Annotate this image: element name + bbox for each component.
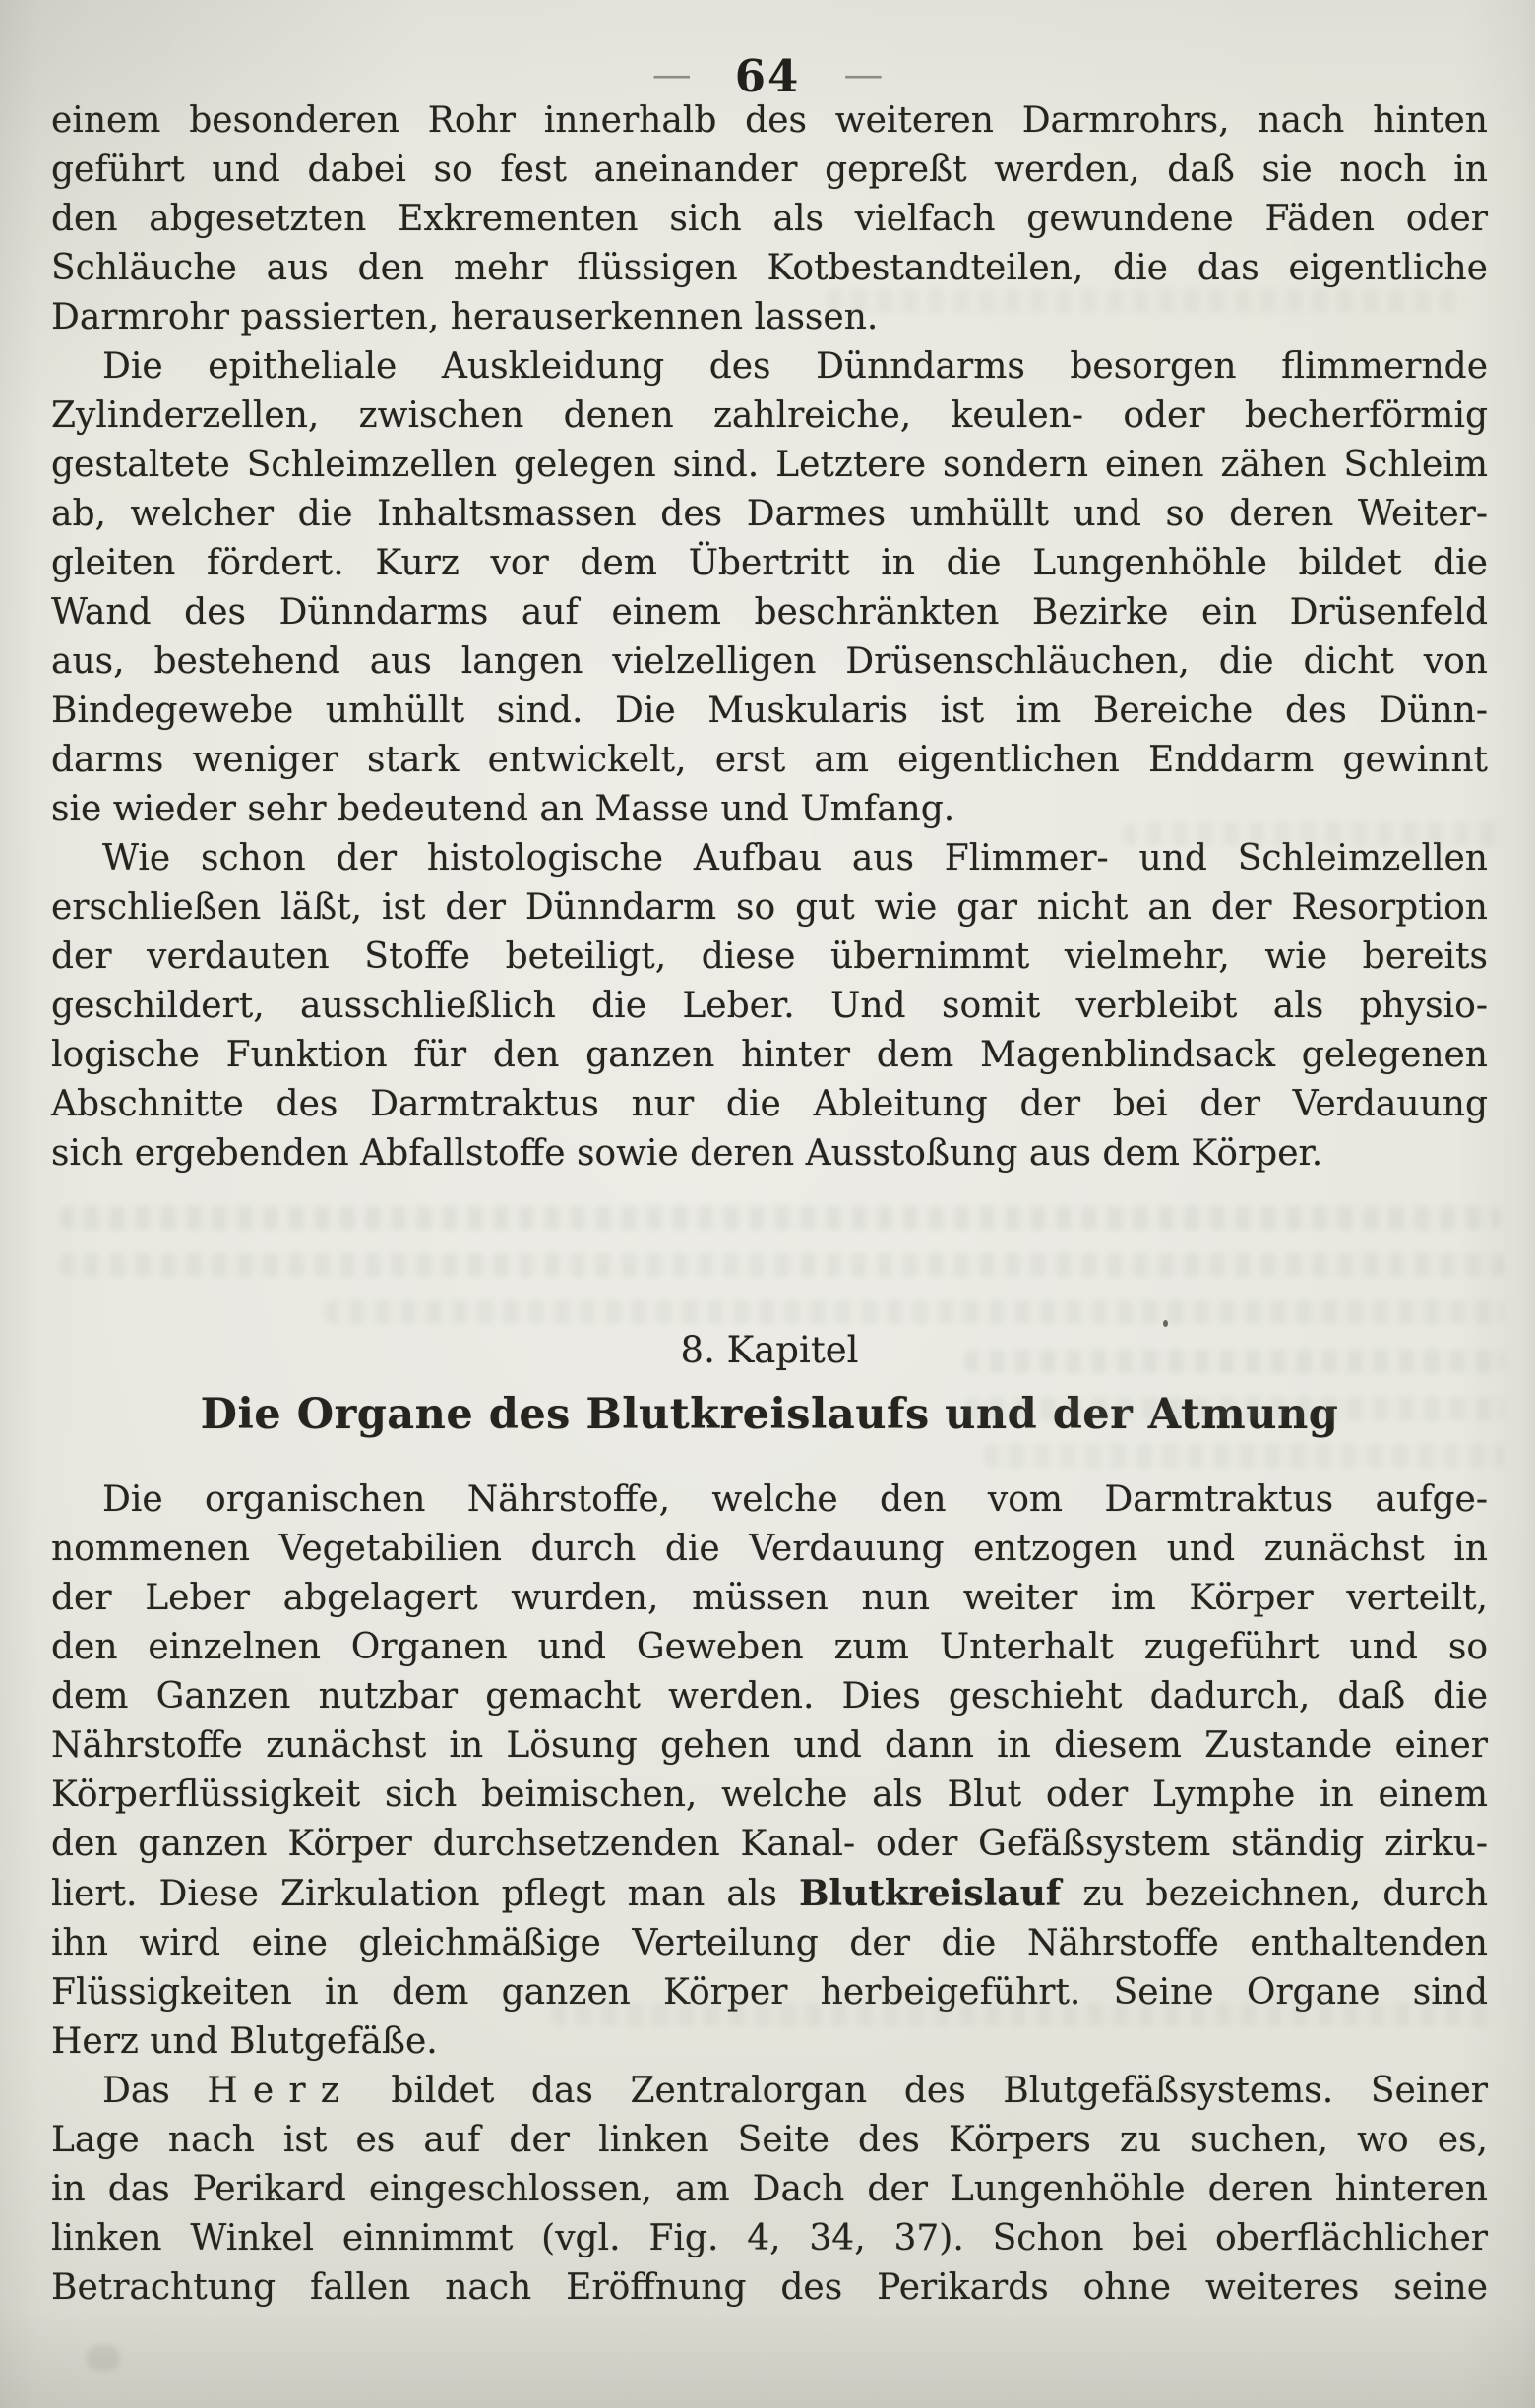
body-text-bottom xyxy=(51,1475,1488,2313)
text-line xyxy=(51,195,1488,244)
text-column xyxy=(51,96,1488,2313)
text-segment: Das xyxy=(102,2071,208,2111)
ink-bleedthrough xyxy=(964,1397,1505,1420)
ink-bleedthrough xyxy=(325,1300,1505,1324)
text-segment: aus, bestehend aus langen vielzelligen Drüsenschläuchen, die dicht von xyxy=(51,641,1488,682)
text-segment: logische Funktion für den ganzen hinter dem Magenblindsack gelegenen xyxy=(51,1035,1488,1075)
text-segment: zu bezeichnen, durch xyxy=(1061,1874,1489,1914)
text-segment: dem Ganzen nutzbar gemacht werden. Dies geschieht dadurch, daß die xyxy=(51,1676,1488,1716)
text-segment: Herz und Blutgefäße. xyxy=(51,2021,438,2062)
text-line xyxy=(51,391,1488,441)
text-line xyxy=(51,588,1488,637)
text-segment: Bindegewebe umhüllt sind. Die Muskularis ist im Bereiche des Dünn- xyxy=(51,691,1488,731)
text-segment: ihn wird eine gleichmäßige Verteilung der die Nährstoffe enthaltenden xyxy=(51,1923,1488,1963)
ink-bleedthrough xyxy=(59,1253,1505,1277)
text-segment: gestaltete Schleimzellen gelegen sind. Letztere sondern einen zähen Schleim xyxy=(51,445,1488,485)
text-line xyxy=(51,1080,1488,1129)
paragraph xyxy=(51,834,1488,1178)
text-line xyxy=(51,2165,1488,2214)
text-line xyxy=(51,96,1488,146)
text-segment: Nährstoffe zunächst in Lösung gehen und dann in diesem Zustande einer xyxy=(51,1725,1488,1766)
text-segment: den ganzen Körper durchsetzenden Kanal- oder Gefäßsystem ständig zirku- xyxy=(51,1824,1488,1864)
text-segment: Darmrohr passierten, herauserkennen lassen. xyxy=(51,297,879,337)
paper-smudge xyxy=(87,2345,120,2371)
text-segment: in das Perikard eingeschlossen, am Dach der Lungenhöhle deren hinteren xyxy=(51,2169,1488,2209)
text-line xyxy=(51,1919,1488,1968)
text-segment: der Leber abgelagert wurden, müssen nun weiter im Körper verteilt, xyxy=(51,1578,1488,1618)
text-line xyxy=(51,637,1488,687)
text-segment: bildet das Zentralorgan des Blutgefäßsystems. Seiner xyxy=(353,2071,1488,2111)
text-line xyxy=(51,1672,1488,1721)
text-line xyxy=(51,1525,1488,1574)
text-line xyxy=(51,244,1488,293)
text-segment: Flüssigkeiten in dem ganzen Körper herbeigeführt. Seine Organe sind xyxy=(51,1972,1488,2013)
text-line xyxy=(51,933,1488,982)
ink-bleedthrough xyxy=(984,1444,1505,1468)
text-line xyxy=(51,490,1488,539)
text-segment: Körperflüssigkeit sich beimischen, welche als Blut oder Lymphe in einem xyxy=(51,1775,1488,1815)
ink-bleedthrough xyxy=(551,2003,1496,2026)
text-segment: geschildert, ausschließlich die Leber. Und somit verbleibt als physio- xyxy=(51,986,1488,1026)
text-segment: Die epitheliale Auskleidung des Dünndarms besorgen flimmernde xyxy=(102,346,1488,387)
paragraph xyxy=(51,342,1488,834)
text-line xyxy=(51,1031,1488,1080)
text-segment: Zylinderzellen, zwischen denen zahlreiche, keulen- oder becherförmig xyxy=(51,395,1488,436)
paragraph xyxy=(51,1475,1488,2067)
text-segment: erschließen läßt, ist der Dünndarm so gut wie gar nicht an der Resorption xyxy=(51,887,1488,928)
text-segment: den einzelnen Organen und Geweben zum Unterhalt zugeführt und so xyxy=(51,1627,1488,1667)
chapter-title-heading: Die Organe des Blutkreislaufs und der Atmung xyxy=(200,1390,1339,1439)
text-line xyxy=(51,1623,1488,1672)
letterspaced-term: Herz xyxy=(207,2071,354,2111)
text-line xyxy=(51,146,1488,195)
text-line xyxy=(51,1771,1488,1820)
text-line xyxy=(51,2067,1488,2116)
text-line xyxy=(51,2116,1488,2165)
body-text-top xyxy=(51,96,1488,1178)
text-segment: Betrachtung fallen nach Eröffnung des Perikards ohne weiteres seine xyxy=(51,2267,1488,2308)
text-segment: Wand des Dünndarms auf einem beschränkten Bezirke ein Drüsenfeld xyxy=(51,592,1488,632)
bold-term: Blutkreislauf xyxy=(798,1873,1062,1914)
text-segment: linken Winkel einnimmt (vgl. Fig. 4, 34, 37). Schon bei oberflächlicher xyxy=(51,2218,1488,2258)
text-segment: einem besonderen Rohr innerhalb des weiteren Darmrohrs, nach hinten xyxy=(51,100,1488,141)
text-segment: sie wieder sehr bedeutend an Masse und Umfang. xyxy=(51,789,955,829)
paragraph xyxy=(51,2067,1488,2313)
text-line xyxy=(51,1721,1488,1771)
text-line xyxy=(51,736,1488,785)
text-line xyxy=(51,687,1488,736)
text-line xyxy=(51,1475,1488,1525)
text-line xyxy=(51,1129,1488,1178)
text-segment: den abgesetzten Exkrementen sich als vielfach gewundene Fäden oder xyxy=(51,199,1488,239)
text-line xyxy=(51,342,1488,391)
text-line xyxy=(51,539,1488,588)
text-segment: liert. Diese Zirkulation pflegt man als xyxy=(51,1874,799,1914)
text-segment: nommenen Vegetabilien durch die Verdauung entzogen und zunächst in xyxy=(51,1529,1488,1569)
text-segment: Lage nach ist es auf der linken Seite des Körpers zu suchen, wo es, xyxy=(51,2120,1488,2160)
text-line xyxy=(51,1820,1488,1869)
text-line xyxy=(51,1869,1488,1919)
text-segment: ab, welcher die Inhaltsmassen des Darmes umhüllt und so deren Weiter- xyxy=(51,494,1488,534)
text-segment: darms weniger stark entwickelt, erst am eigentlichen Enddarm gewinnt xyxy=(51,740,1488,780)
header-dash-left: — xyxy=(651,52,692,97)
text-segment: der verdauten Stoffe beteiligt, diese übernimmt vielmehr, wie bereits xyxy=(51,936,1488,977)
ink-bleedthrough xyxy=(964,1350,1505,1373)
text-segment: Abschnitte des Darmtraktus nur die Ableitung der bei der Verdauung xyxy=(51,1084,1488,1124)
text-line xyxy=(51,982,1488,1031)
text-segment: sich ergebenden Abfallstoffe sowie deren Ausstoßung aus dem Körper. xyxy=(51,1133,1323,1174)
text-line xyxy=(51,2214,1488,2263)
ink-bleedthrough xyxy=(59,1206,1501,1230)
text-line xyxy=(51,2263,1488,2313)
ink-bleedthrough xyxy=(827,289,1466,313)
text-segment: Wie schon der histologische Aufbau aus Flimmer- und Schleimzellen xyxy=(102,838,1488,878)
header-dash-right: — xyxy=(843,52,884,97)
text-segment: Die organischen Nährstoffe, welche den vom Darmtraktus aufge- xyxy=(102,1479,1488,1520)
text-segment: Schläuche aus den mehr flüssigen Kotbestandteilen, die das eigentliche xyxy=(51,248,1488,288)
paper-speck xyxy=(1163,1320,1168,1327)
text-line xyxy=(51,883,1488,933)
ink-bleedthrough xyxy=(1122,822,1505,846)
chapter-number-heading: 8. Kapitel xyxy=(680,1329,859,1371)
text-segment: geführt und dabei so fest aneinander gepreßt werden, daß sie noch in xyxy=(51,150,1488,190)
text-segment: gleiten fördert. Kurz vor dem Übertritt in die Lungenhöhle bildet die xyxy=(51,543,1488,583)
text-line xyxy=(51,441,1488,490)
text-line xyxy=(51,1574,1488,1623)
page-number: 64 xyxy=(734,50,801,102)
